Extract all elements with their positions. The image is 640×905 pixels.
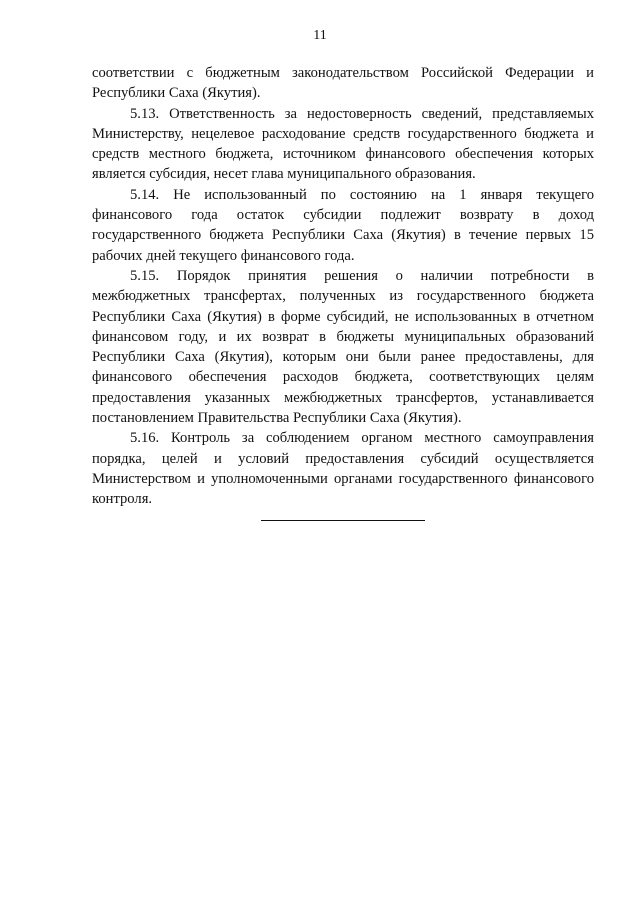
document-body [92, 63, 594, 510]
page-number: 11 [313, 28, 327, 43]
end-divider-line [261, 520, 425, 521]
paragraph-continuation: соответствии с бюджетным законодательством Российской Федерации и Республики Саха (Якутия). [92, 65, 594, 102]
paragraph-5-14: 5.14. Не использованный по состоянию на 1 января текущего финансового года остаток субсидии подлежит возврату в доход государственного бюджета Республики Саха (Якутия) в течение первых 15 рабочих дней текущего финансового года. [92, 186, 594, 264]
paragraph-5-15: 5.15. Порядок принятия решения о наличии потребности в межбюджетных трансфертах, полученных из государственного бюджета Республики Саха (Якутия) в форме субсидий, не использованных в отчетном финансовом году, и их возврат в бюджеты муниципальных образований Республики Саха (Якутия), которым они были ранее предоставлены, для финансового обеспечения расходов бюджета, соответствующих целям предоставления указанных межбюджетных трансфертов, устанавливается постановлением Правительства Республики Саха (Якутия). [92, 267, 594, 427]
paragraph-5-16: 5.16. Контроль за соблюдением органом местного самоуправления порядка, целей и условий предоставления субсидий осуществляется Министерством и уполномоченными органами государственного финансового контроля. [92, 430, 594, 508]
paragraph-5-13: 5.13. Ответственность за недостоверность сведений, представляемых Министерству, нецелевое расходование средств государственного бюджета и средств местного бюджета, источником финансового обеспечения которых является субсидия, несет глава муниципального образования. [92, 105, 594, 183]
